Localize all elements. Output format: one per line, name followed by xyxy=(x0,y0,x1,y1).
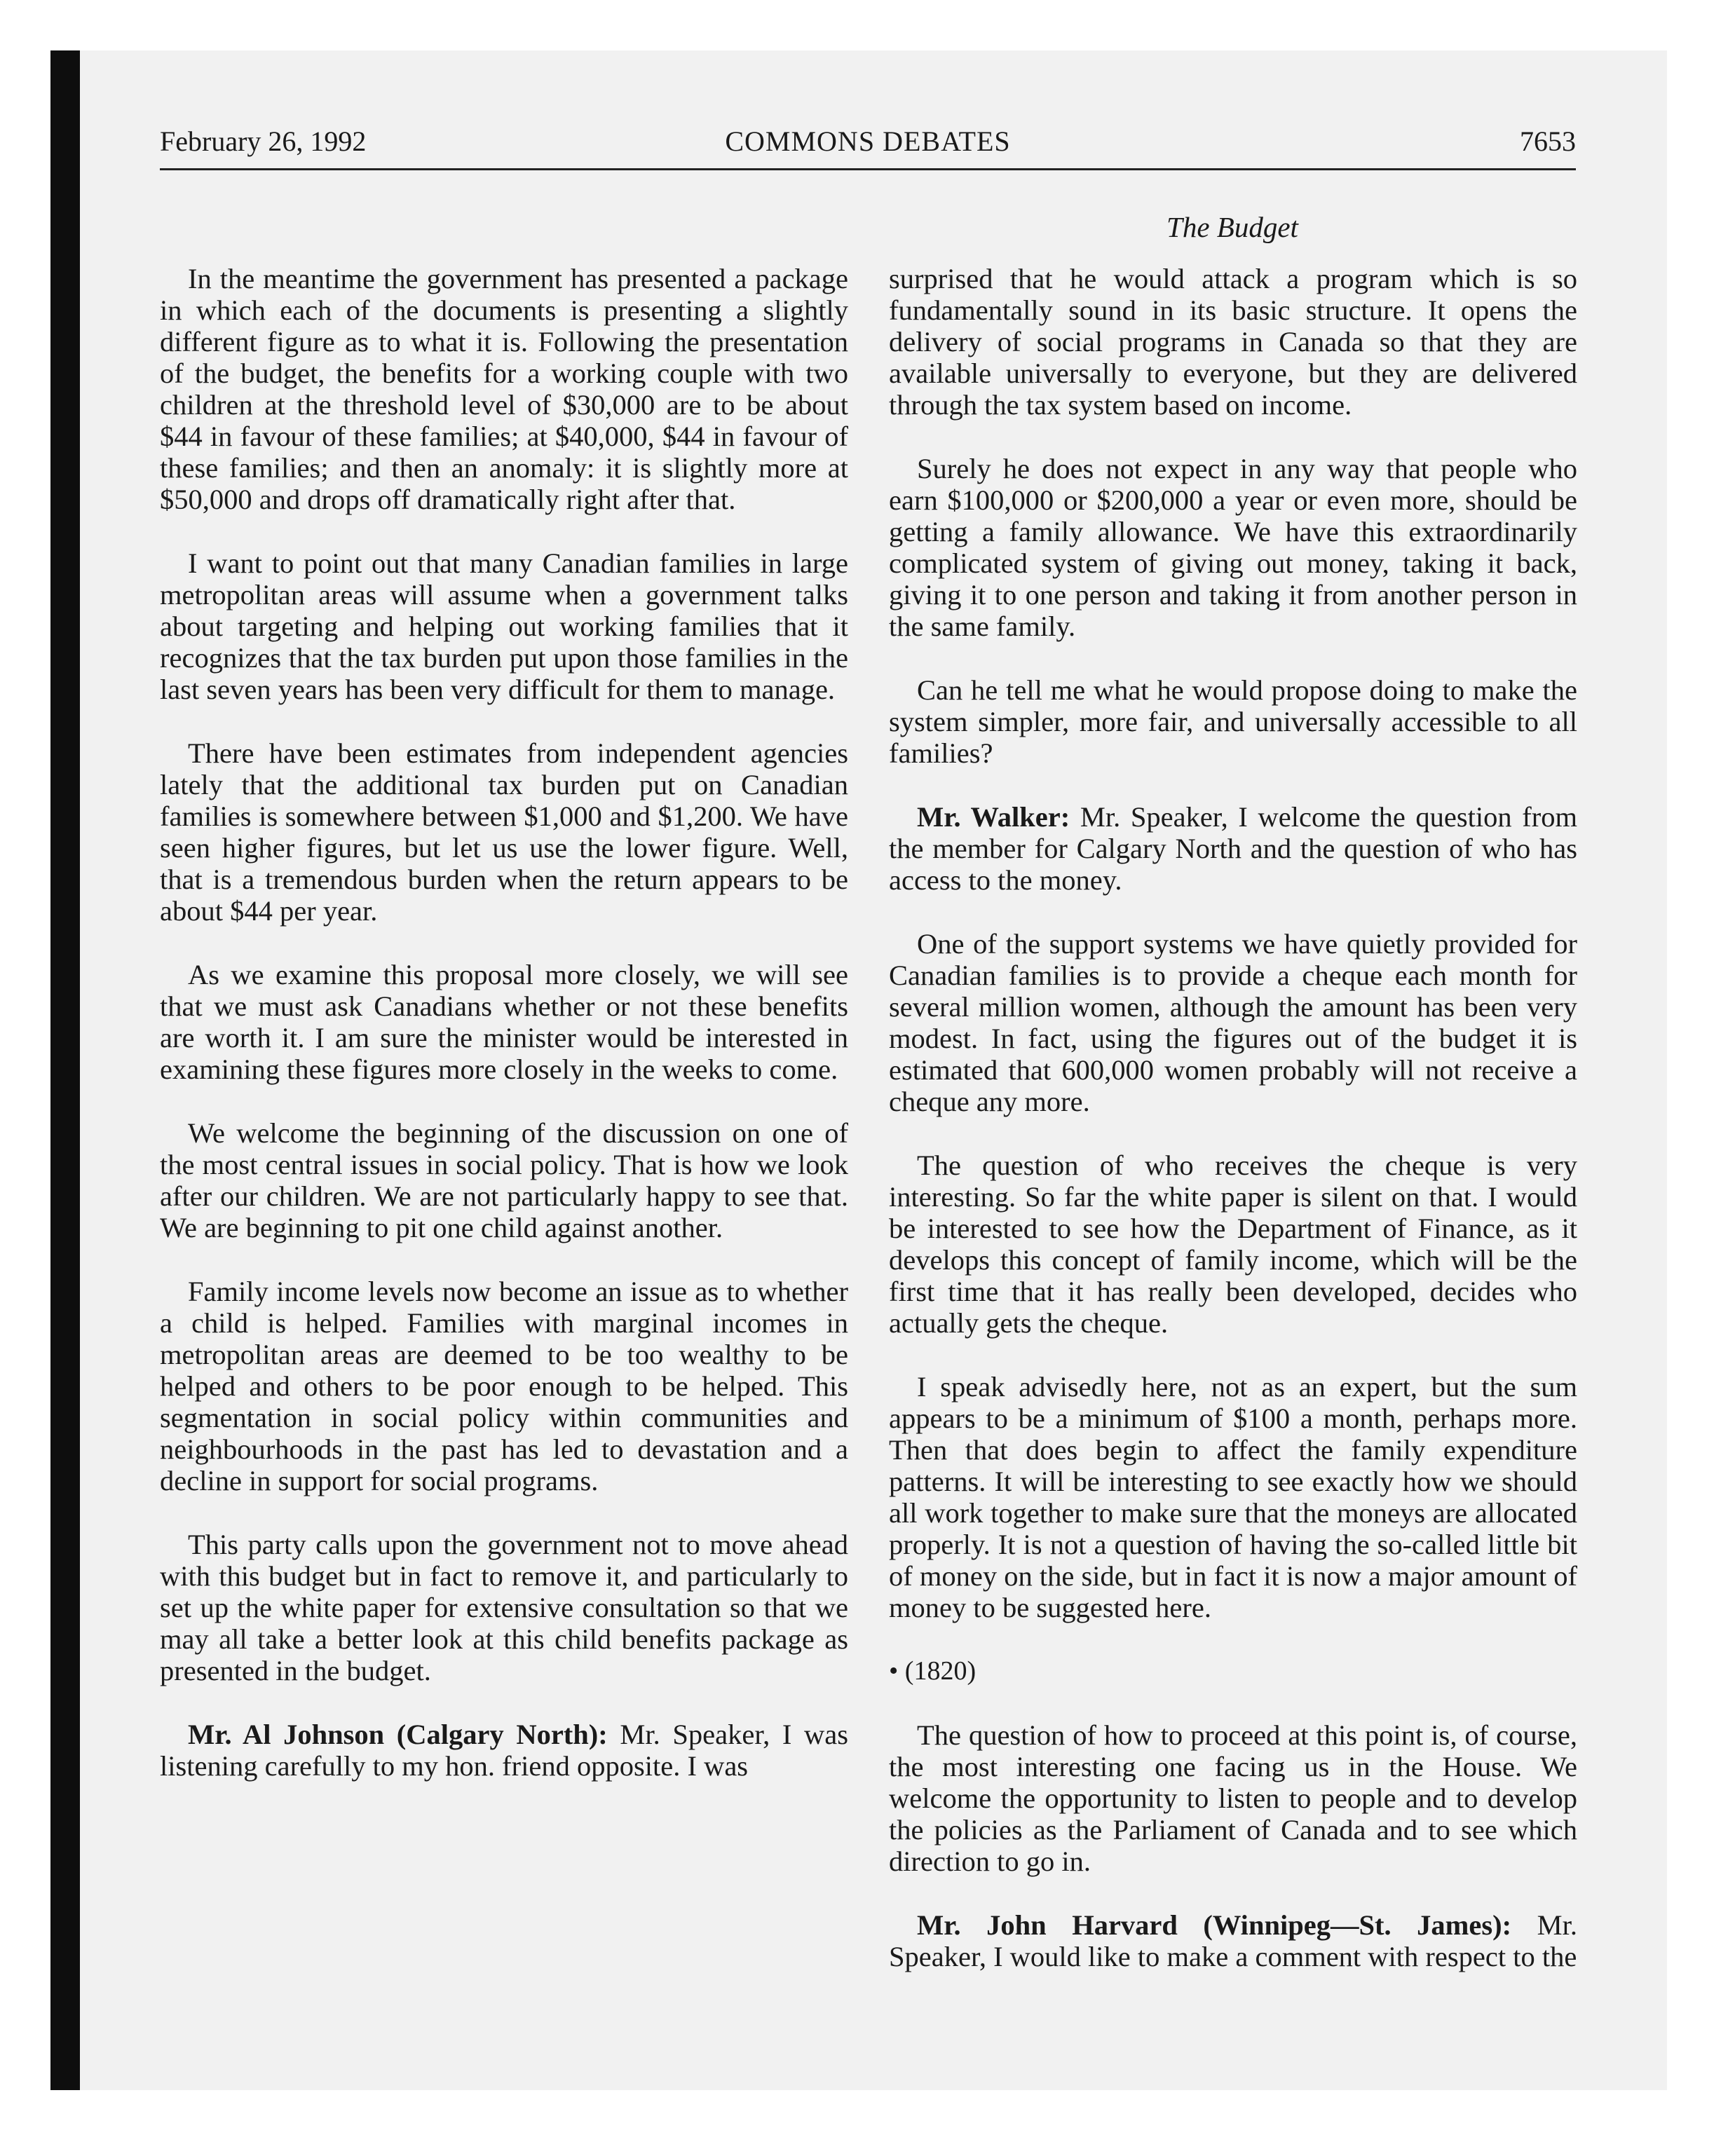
header-rule xyxy=(160,168,1576,170)
left-column xyxy=(160,263,848,1814)
right-column xyxy=(889,263,1577,2005)
paragraph: The question of how to proceed at this point is, of course, the most interesting one facing us in the House. We welcome the opportunity to listen to people and to develop the policies as the Parliament of Canada and to see which direction to go in. xyxy=(889,1719,1577,1877)
speech-paragraph xyxy=(160,1719,848,1782)
paragraph: Family income levels now become an issue as to whether a child is helped. Families with marginal incomes in metropolitan areas are deemed to be too wealthy to be helped and others to be poor enough to be helped. This segmentation in social policy within communities and neighbourhoods in the past has led to devastation and a decline in support for social programs. xyxy=(160,1276,848,1496)
paragraph: In the meantime the government has presented a package in which each of the documents is presenting a slightly different figure as to what it is. Following the presentation of the budget, the benefits for a working couple with two children at the threshold level of $30,000 are to be about $44 in favour of these families; at $40,000, $44 in favour of these families; and then an anomaly: it is slightly more at $50,000 and drops off dramatically right after that. xyxy=(160,263,848,515)
paragraph: Can he tell me what he would propose doing to make the system simpler, more fair, and universally accessible to all families? xyxy=(889,674,1577,769)
paragraph: The question of who receives the cheque is very interesting. So far the white paper is silent on that. I would be interested to see how the Department of Finance, as it develops this concept of family income, which will be the first time that it has really been developed, decides who actually gets the cheque. xyxy=(889,1149,1577,1339)
speech-paragraph xyxy=(889,801,1577,896)
speech-text: Mr. Speaker, I welcome the question from the member for Calgary North and the question of who has access to the money. xyxy=(889,801,1577,896)
header-date: February 26, 1992 xyxy=(160,125,367,157)
paragraph: We welcome the beginning of the discussion on one of the most central issues in social policy. That is how we look after our children. We are not particularly happy to see that. We are beginning to pit one child against another. xyxy=(160,1117,848,1243)
paragraph: There have been estimates from independent agencies lately that the additional tax burden put on Canadian families is somewhere between $1,000 and $1,200. We have seen higher figures, but let us use the lower figure. Well, that is a tremendous burden when the return appears to be about $44 per year. xyxy=(160,737,848,927)
paragraph: This party calls upon the government not to move ahead with this budget but in fact to remove it, and particularly to set up the white paper for extensive consultation so that we may all take a better look at this child benefits package as presented in the budget. xyxy=(160,1529,848,1686)
paragraph: As we examine this proposal more closely, we will see that we must ask Canadians whether or not these benefits are worth it. I am sure the minister would be interested in examining these figures more closely in the weeks to come. xyxy=(160,959,848,1085)
speech-paragraph xyxy=(889,1909,1577,1972)
paragraph: I speak advisedly here, not as an expert, but the sum appears to be a minimum of $100 a month, perhaps more. Then that does begin to affect the family expenditure patterns. It will be interesting to see exactly how we should all work together to make sure that the moneys are allocated properly. It is not a question of having the so-called little bit of money on the side, but in fact it is now a major amount of money to be suggested here. xyxy=(889,1371,1577,1623)
binding-edge xyxy=(50,50,80,2090)
running-header xyxy=(160,125,1576,167)
page-number: 7653 xyxy=(1520,125,1576,157)
speaker-name: Mr. Al Johnson (Calgary North): xyxy=(188,1719,608,1750)
paragraph: Surely he does not expect in any way that people who earn $100,000 or $200,000 a year or even more, should be getting a family allowance. We have this extraordinarily complicated system of giving out money, taking it back, giving it to one person and taking it from another person in the same family. xyxy=(889,453,1577,642)
header-title: COMMONS DEBATES xyxy=(725,125,1011,157)
speaker-name: Mr. John Harvard (Winnipeg—St. James): xyxy=(917,1909,1512,1941)
time-marker: • (1820) xyxy=(889,1656,977,1686)
section-title: The Budget xyxy=(1166,211,1298,243)
paragraph: One of the support systems we have quietly provided for Canadian families is to provide a cheque each month for several million women, although the amount has been very modest. In fact, using the figures out of the budget it is estimated that 600,000 women probably will not receive a cheque any more. xyxy=(889,928,1577,1117)
speaker-name: Mr. Walker: xyxy=(917,801,1070,833)
paragraph: surprised that he would attack a program which is so fundamentally sound in its basic structure. It opens the delivery of social programs in Canada so that they are available universally to everyone, but they are delivered through the tax system based on income. xyxy=(889,263,1577,421)
speech-text: Mr. Speaker, I would like to make a comment with respect to the xyxy=(889,1909,1577,1972)
paragraph: I want to point out that many Canadian families in large metropolitan areas will assume when a government talks about targeting and helping out working families that it recognizes that the tax burden put upon those families in the last seven years has been very difficult for them to manage. xyxy=(160,547,848,705)
speech-text: Mr. Speaker, I was listening carefully to my hon. friend opposite. I was xyxy=(160,1719,848,1782)
